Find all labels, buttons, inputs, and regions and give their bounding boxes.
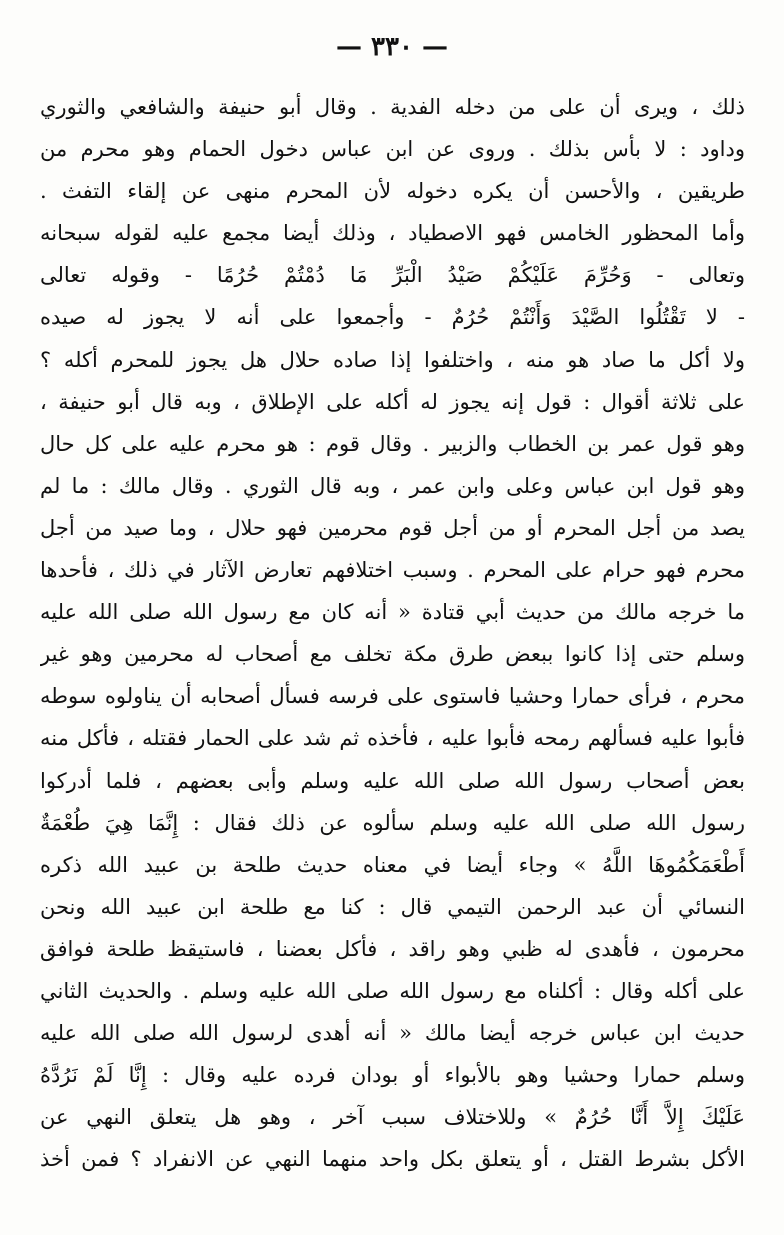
text-line: عَلَيْكَ إِلاَّ أَنَّا حُرُمٌ » وللاختلاف سبب آخر ، وهو هل يتعلق النهي عن [40, 1105, 745, 1130]
text-line: محرم ، فرأى حمارا وحشيا فاستوى على فرسه فسأل أصحابه أن يناولوه سوطه [40, 684, 745, 709]
text-line: أَطْعَمَكُمُوهَا اللَّهُ » وجاء أيضا في معناه حديث طلحة بن عبيد الله ذكره [40, 852, 745, 877]
text-line: وأما المحظور الخامس فهو الاصطياد ، وذلك أيضا مجمع عليه لقوله سبحانه [40, 221, 745, 246]
page-number: — ٣٣٠ — [335, 32, 449, 62]
text-line: وسلم حمارا وحشيا وهو بالأبواء أو بودان فرده عليه وقال : إِنَّا لَمْ نَرُدَّهُ [40, 1063, 745, 1088]
text-line: محرم فهو حرام على المحرم . وسبب اختلافهم تعارض الآثار في ذلك ، فأحدها [40, 558, 745, 583]
text-line: فأبوا عليه فسألهم رمحه فأبوا عليه ، فأخذه ثم شد على الحمار فقتله ، فأكل منه [40, 726, 745, 751]
text-line: ما خرجه مالك من حديث أبي قتادة « أنه كان مع رسول الله صلى الله عليه [40, 600, 745, 625]
text-line: وهو قول عمر بن الخطاب والزبير . وقال قوم : هو محرم عليه على كل حال [40, 431, 745, 456]
text-line: يصد من أجل المحرم أو من أجل قوم محرمين فهو حلال ، وما صيد من أجل [40, 515, 745, 540]
text-line: رسول الله صلى الله عليه وسلم سألوه عن ذلك فقال : إِنَّمَا هِيَ طُعْمَةٌ [40, 810, 745, 835]
text-line: النسائي أن عبد الرحمن التيمي قال : كنا مع طلحة ابن عبيد الله ونحن [40, 894, 745, 919]
body-text [40, 86, 745, 1180]
text-line: على ثلاثة أقوال : قول إنه يجوز له أكله على الإطلاق ، وبه قال أبو حنيفة ، [40, 389, 745, 414]
text-line: الأكل بشرط القتل ، أو يتعلق بكل واحد منهما النهي عن الانفراد ؟ فمن أخذ [40, 1147, 745, 1172]
text-line: وهو قول ابن عباس وعلى وابن عمر ، وبه قال الثوري . وقال مالك : ما لم [40, 473, 745, 498]
text-line: طريقين ، والأحسن أن يكره دخوله لأن المحرم منهى عن إلقاء التفث . [40, 179, 745, 204]
text-line: وتعالى - وَحُرِّمَ عَلَيْكُمْ صَيْدُ الْبَرِّ مَا دُمْتُمْ حُرُمًا - وقوله تعالى [40, 263, 745, 288]
text-line: وداود : لا بأس بذلك . وروى عن ابن عباس دخول الحمام وهو محرم من [40, 137, 745, 162]
text-line: ذلك ، ويرى أن على من دخله الفدية . وقال أبو حنيفة والشافعي والثوري [40, 95, 745, 119]
text-line: محرمون ، فأهدى له ظبي وهو راقد ، فأكل بعضنا ، فاستيقظ طلحة فوافق [40, 936, 745, 961]
text-line: - لا تَقْتُلُوا الصَّيْدَ وَأَنْتُمْ حُرُمٌ - وأجمعوا على أنه لا يجوز له صيده [40, 305, 745, 330]
text-line: وسلم حتى إذا كانوا ببعض طرق مكة تخلف مع أصحاب له محرمين وهو غير [40, 642, 745, 667]
text-line: حديث ابن عباس خرجه أيضا مالك « أنه أهدى لرسول الله صلى الله عليه [40, 1021, 745, 1046]
text-line: بعض أصحاب رسول الله صلى الله عليه وسلم وأبى بعضهم ، فلما أدركوا [40, 768, 745, 793]
text-line: ولا أكل ما صاد هو منه ، واختلفوا إذا صاده حلال هل يجوز للمحرم أكله ؟ [40, 347, 745, 372]
text-line: على أكله وقال : أكلناه مع رسول الله صلى الله عليه وسلم . والحديث الثاني [40, 978, 745, 1003]
